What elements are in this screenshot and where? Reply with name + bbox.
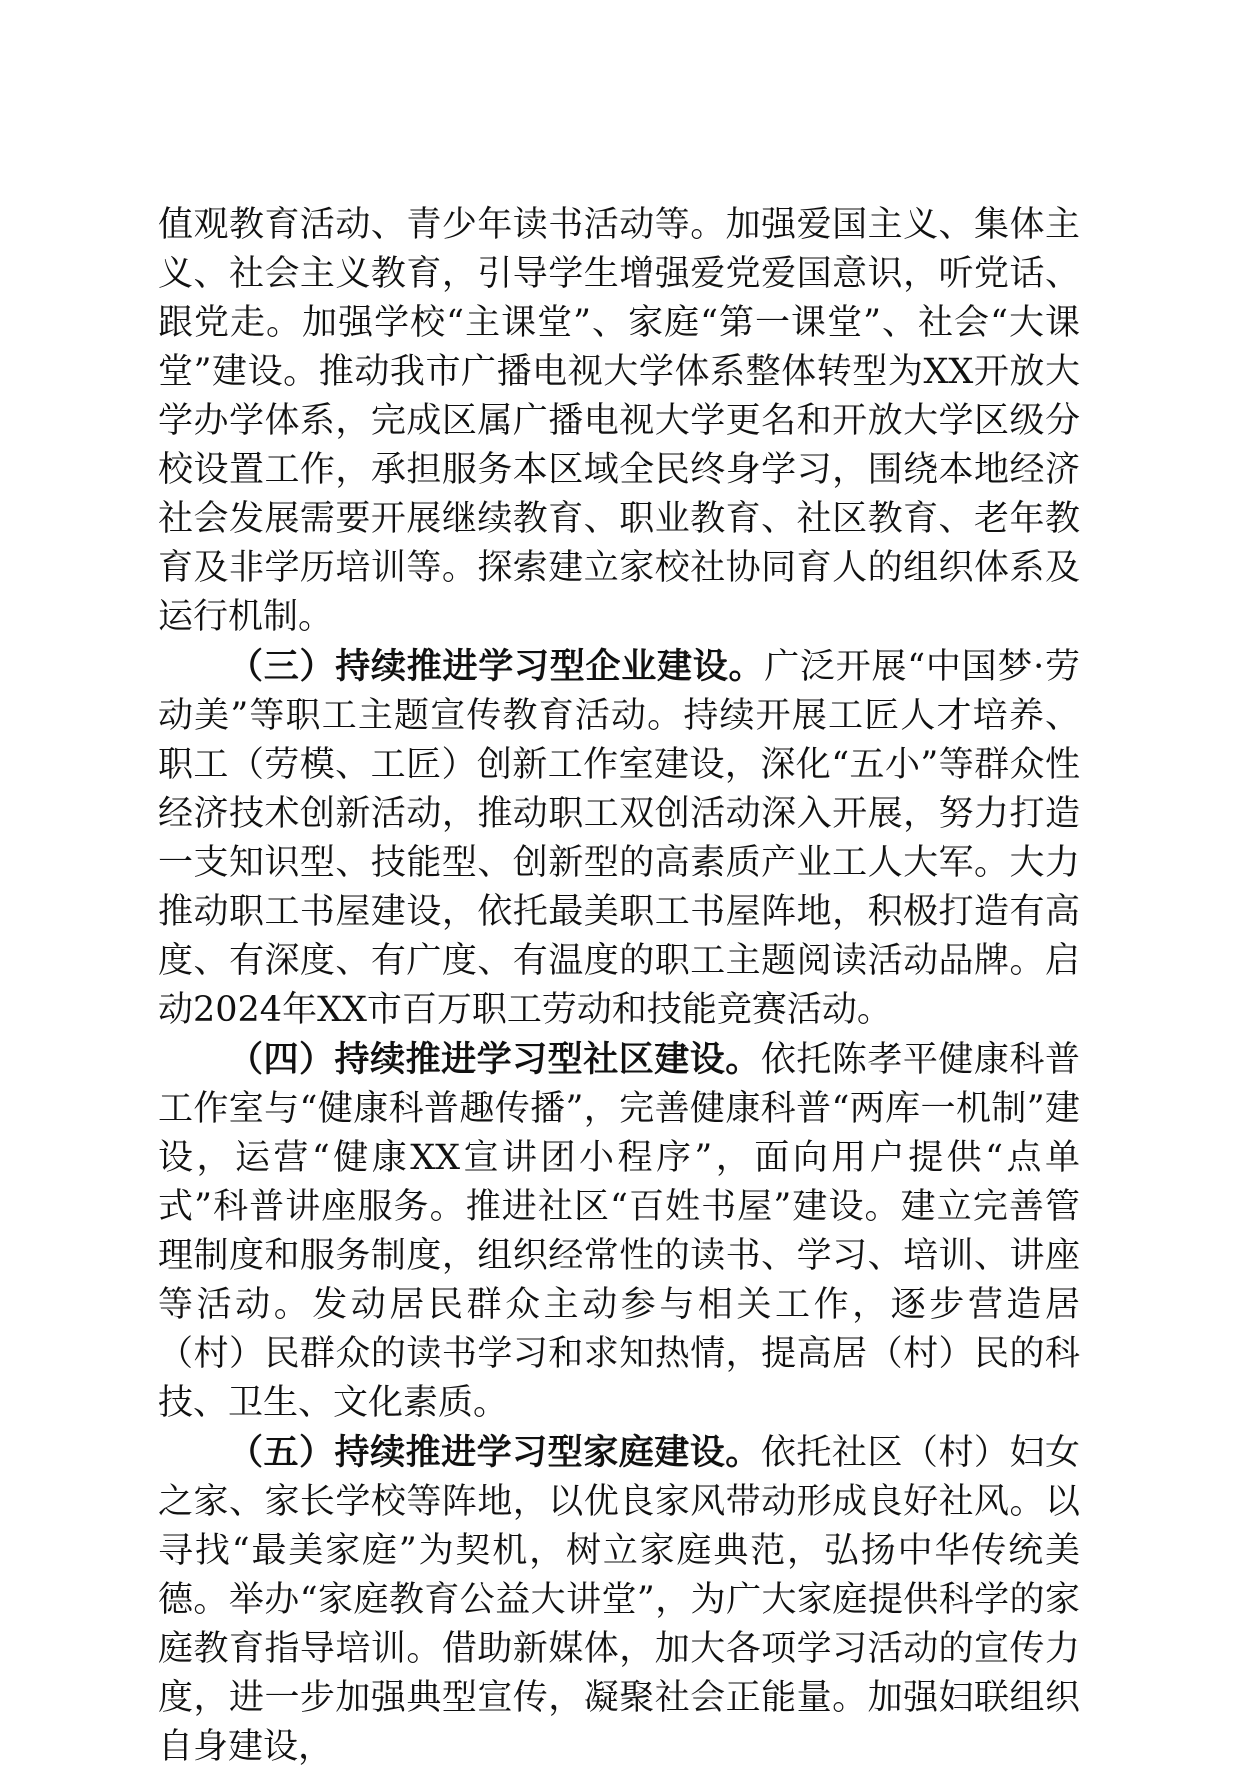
paragraph-learning-family (158, 1428, 1080, 1772)
paragraph-learning-enterprise (158, 642, 1080, 1035)
paragraph-text: 依托陈孝平健康科普工作室与“健康科普趣传播”，完善健康科普“两库一机制”建设，运营“健康XX宣讲团小程序”，面向用户提供“点单式”科普讲座服务。推进社区“百姓书屋”建设。建立完善管理制度和服务制度，组织经常性的读书、学习、培训、讲座等活动。发动居民群众主动参与相关工作，逐步营造居（村）民群众的读书学习和求知热情，提高居（村）民的科技、卫生、文化素质。 (158, 1040, 1080, 1423)
paragraph-heading: （五）持续推进学习型家庭建设。 (228, 1432, 761, 1473)
paragraph-heading: （三）持续推进学习型企业建设。 (228, 646, 765, 687)
paragraph-text: 依托社区（村）妇女之家、家长学校等阵地，以优良家风带动形成良好社风。以寻找“最美家庭”为契机，树立家庭典范，弘扬中华传统美德。举办“家庭教育公益大讲堂”，为广大家庭提供科学的家庭教育指导培训。借助新媒体，加大各项学习活动的宣传力度，进一步加强典型宣传，凝聚社会正能量。加强妇联组织自身建设， (158, 1433, 1080, 1767)
document-page (158, 200, 1080, 1772)
paragraph-learning-community (158, 1035, 1080, 1428)
paragraph-continuation (158, 200, 1080, 642)
paragraph-text: 广泛开展“中国梦·劳动美”等职工主题宣传教育活动。持续开展工匠人才培养、职工（劳模、工匠）创新工作室建设，深化“五小”等群众性经济技术创新活动，推动职工双创活动深入开展，努力打造一支知识型、技能型、创新型的高素质产业工人大军。大力推动职工书屋建设，依托最美职工书屋阵地，积极打造有高度、有深度、有广度、有温度的职工主题阅读活动品牌。启动2024年XX市百万职工劳动和技能竞赛活动。 (158, 647, 1080, 1030)
paragraph-heading: （四）持续推进学习型社区建设。 (228, 1039, 761, 1080)
paragraph-text: 值观教育活动、青少年读书活动等。加强爱国主义、集体主义、社会主义教育，引导学生增强爱党爱国意识，听党话、跟党走。加强学校“主课堂”、家庭“第一课堂”、社会“大课堂”建设。推动我市广播电视大学体系整体转型为XX开放大学办学体系，完成区属广播电视大学更名和开放大学区级分校设置工作，承担服务本区域全民终身学习，围绕本地经济社会发展需要开展继续教育、职业教育、社区教育、老年教育及非学历培训等。探索建立家校社协同育人的组织体系及运行机制。 (158, 205, 1080, 637)
